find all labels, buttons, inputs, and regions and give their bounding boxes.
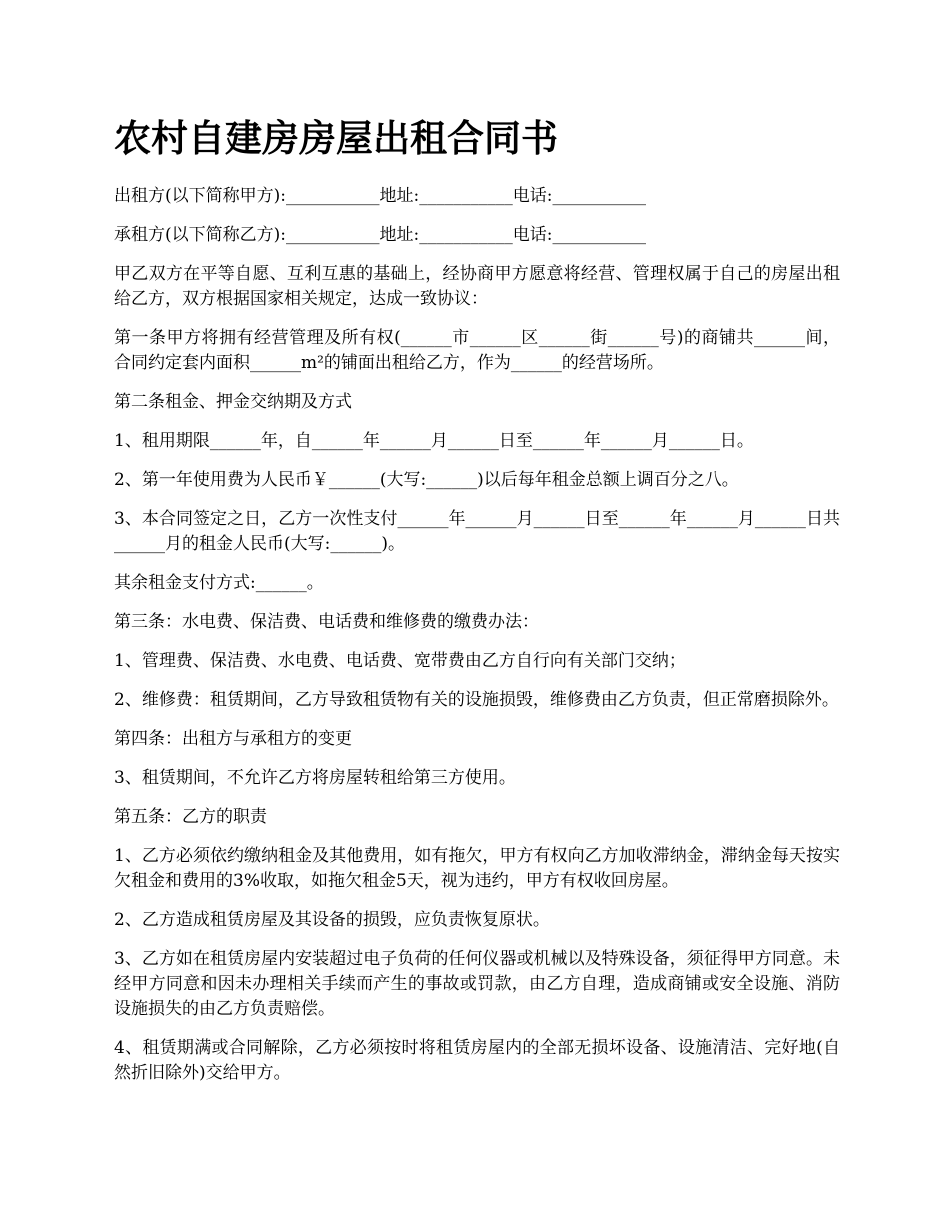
party-b-line: 承租方(以下简称乙方):___________地址:___________电话:___________ — [114, 225, 646, 245]
party-a-line: 出租方(以下简称甲方):___________地址:___________电话:___________ — [114, 186, 646, 206]
article-5-item-4: 4、租赁期满或合同解除，乙方必须按时将租赁房屋内的全部无损坏设备、设施清洁、完好地(自然折旧除外)交给甲方。 — [114, 1038, 840, 1083]
article-2-item-1: 1、租用期限______年，自______年______月______日至______年______月______日。 — [114, 431, 754, 451]
article-4-item-3: 3、租赁期间，不允许乙方将房屋转租给第三方使用。 — [114, 768, 516, 788]
article-5-item-2: 2、乙方造成租赁房屋及其设备的损毁，应负责恢复原状。 — [114, 910, 550, 930]
article-5-item-3: 3、乙方如在租赁房屋内安装超过电子负荷的任何仪器或机械以及特殊设备，须征得甲方同意。未经甲方同意和因未办理相关手续而产生的事故或罚款，由乙方自理，造成商铺或安全设施、消防设施损失的由乙方负责赔偿。 — [114, 949, 840, 1019]
article-4-heading: 第四条：出租方与承租方的变更 — [114, 729, 352, 749]
article-2-heading: 第二条租金、押金交纳期及方式 — [114, 392, 352, 412]
article-5-item-1: 1、乙方必须依约缴纳租金及其他费用，如有拖欠，甲方有权向乙方加收滞纳金，滞纳金每天按实欠租金和费用的3%收取，如拖欠租金5天，视为违约，甲方有权收回房屋。 — [114, 846, 840, 891]
article-3-item-2: 2、维修费：租赁期间，乙方导致租赁物有关的设施损毁，维修费由乙方负责，但正常磨损除外。 — [114, 690, 839, 710]
article-3-item-1: 1、管理费、保洁费、水电费、电话费、宽带费由乙方自行向有关部门交纳； — [114, 651, 686, 671]
article-1-paragraph: 第一条甲方将拥有经营管理及所有权(______市______区______街______号)的商铺共______间，合同约定套内面积______m²的铺面出租给乙方，作为______的经营场所。 — [114, 328, 840, 373]
document-page — [114, 112, 840, 1100]
article-2-item-2: 2、第一年使用费为人民币￥______(大写:______)以后每年租金总额上调百分之八。 — [114, 470, 739, 490]
article-5-heading: 第五条：乙方的职责 — [114, 807, 267, 827]
article-2-item-3: 3、本合同签定之日，乙方一次性支付______年______月______日至______年______月______日共______月的租金人民币(大写:______)。 — [114, 509, 840, 554]
other-payment-line: 其余租金支付方式:______。 — [114, 573, 324, 593]
article-3-heading: 第三条：水电费、保洁费、电话费和维修费的缴费办法： — [114, 612, 539, 632]
preamble-paragraph: 甲乙双方在平等自愿、互利互惠的基础上，经协商甲方愿意将经营、管理权属于自己的房屋出租给乙方，双方根据国家相关规定，达成一致协议： — [114, 264, 840, 309]
document-title: 农村自建房房屋出租合同书 — [114, 116, 558, 160]
